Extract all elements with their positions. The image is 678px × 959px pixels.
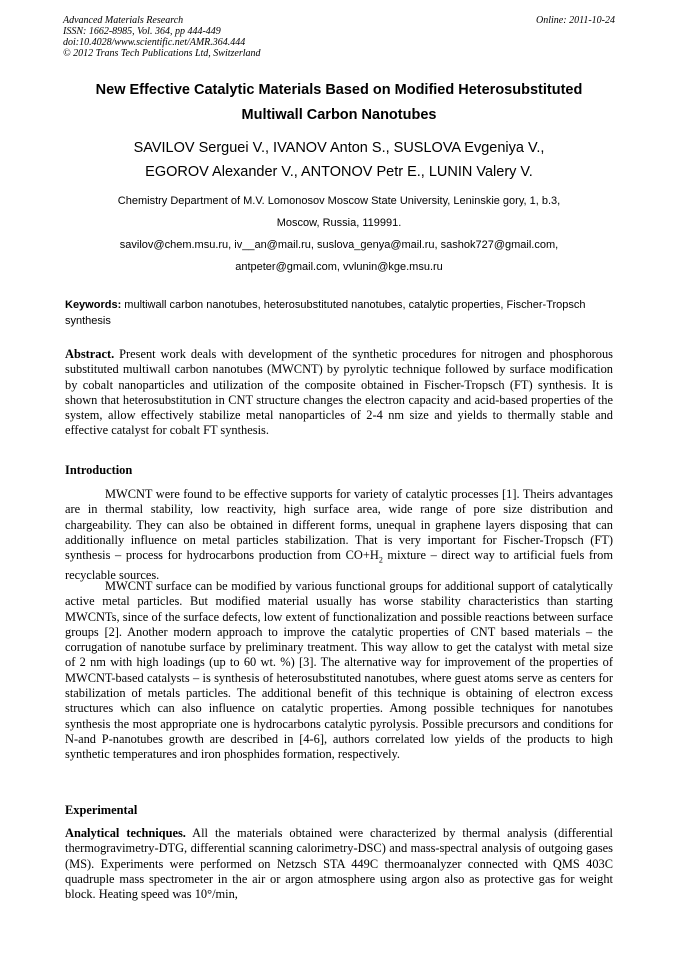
journal-name: Advanced Materials Research [63,15,184,26]
introduction-paragraph-2: MWCNT surface can be modified by various functional groups for additional support of catalytically active metal particles. But modified material usually has worse stability characteristics than starting MWCNTs, since of the surface defects, low extent of functionalization and possible reactions between surface groups [2]. Another modern approach to improve the catalytic properties of CNT based materials – the corrugation of nanotube surface by preliminary treatment. This way allow to get the catalyst with metal size of 2 nm with high loadings (up to 60 wt. %) [3]. The alternative way for improvement of the properties of MWCNT-based catalysts – is synthesis of heterosubstituted nanotubes, where guest atoms serve as centers for stabilization of metals particles. The additional benefit of this technique is obtaining of electron excess structures which can also influence on catalytic properties. Among possible techniques for nanotubes synthesis the most appropriate one is hydrocarbons catalytic pyrolysis. Possible precursors and conditions for N-and P-nanotubes growth are described in [4-6], authors correlated low yields of the products to high synthetic temperatures and iron phosphides formation, respectively. [65,579,613,762]
affiliation [50,190,628,234]
copyright-line: © 2012 Trans Tech Publications Ltd, Switzerland [63,48,261,59]
experimental-paragraph [65,826,613,902]
abstract-text: Present work deals with development of the synthetic procedures for nitrogen and phosphorous substituted multiwall carbon nanotubes (MWCNT) by pyrolytic technique followed by surface modification by cobalt nanoparticles and utilization of the composite obtained in Fischer-Tropsch (FT) synthesis. It is shown that heterosubstitution in CNT structure changes the electron capacity and acid-based properties of the system, allow effectively stabilize metal nanoparticles of 2-4 nm size and yields to thermally stable and effective catalyst for cobalt FT synthesis. [65,347,613,438]
online-date: Online: 2011-10-24 [536,15,615,26]
experimental-text: All the materials obtained were characterized by thermal analysis (differential thermogravimetry-DTG, differential scanning calorimetry-DSC) and mass-spectral analysis of outgoing gases (MS). Experiments were performed on Netzsch STA 449C thermoanalyzer connected with QMS 403C quadruple mass spectrometer in the air or argon atmosphere using argon also as protective gas for weight block. Heating speed was 10°/min, [65,826,613,902]
h2-subscript: 2 [378,555,383,565]
keywords-label: Keywords: [65,299,122,311]
journal-header [63,15,261,59]
introduction-paragraph-1 [65,487,613,583]
authors-line-1: SAVILOV Serguei V., IVANOV Anton S., SUSLOVA Evgeniya V., [133,140,545,156]
keywords [65,297,617,329]
issn-line: ISSN: 1662-8985, Vol. 364, pp 444-449 [63,26,221,37]
author-emails [50,234,628,278]
title-line-2: Multiwall Carbon Nanotubes [241,107,437,123]
paper-title [50,78,628,128]
intro-p1-text-a: MWCNT were found to be effective supports for variety of catalytic processes [1]. Theirs advantages are in thermal stability, low reactivity, high surface area, wide range of pore size distribution and chargeability. They can also be obtained in different forms, unequal in graphene layers disposing that can additionally influence on metal particles stabilization. That is very important for Fischer-Tropsch (FT) synthesis – process for hydrocarbons production from CO+H [65,487,613,563]
title-line-1: New Effective Catalytic Materials Based on Modified Heterosubstituted [95,82,583,98]
affiliation-line-2: Moscow, Russia, 119991. [276,217,402,229]
affiliation-line-1: Chemistry Department of M.V. Lomonosov Moscow State University, Leninskie gory, 1, b.3, [117,195,561,207]
doi-line: doi:10.4028/www.scientific.net/AMR.364.444 [63,37,246,48]
emails-line-1: savilov@chem.msu.ru, iv__an@mail.ru, suslova_genya@mail.ru, sashok727@gmail.com, [119,239,559,251]
introduction-heading: Introduction [65,463,133,477]
keywords-text: multiwall carbon nanotubes, heterosubstituted nanotubes, catalytic properties, Fischer-Tropsch synthesis [65,299,586,327]
experimental-heading: Experimental [65,803,138,817]
authors-line-2: EGOROV Alexander V., ANTONOV Petr E., LUNIN Valery V. [145,164,533,180]
emails-line-2: antpeter@gmail.com, vvlunin@kge.msu.ru [235,261,443,273]
intro-p1-text-b: mixture – direct way to artificial fuels from recyclable sources. [65,548,614,582]
analytical-techniques-label: Analytical techniques. [65,826,186,840]
abstract-label: Abstract. [65,347,115,361]
abstract [65,347,613,439]
author-list [50,136,628,184]
